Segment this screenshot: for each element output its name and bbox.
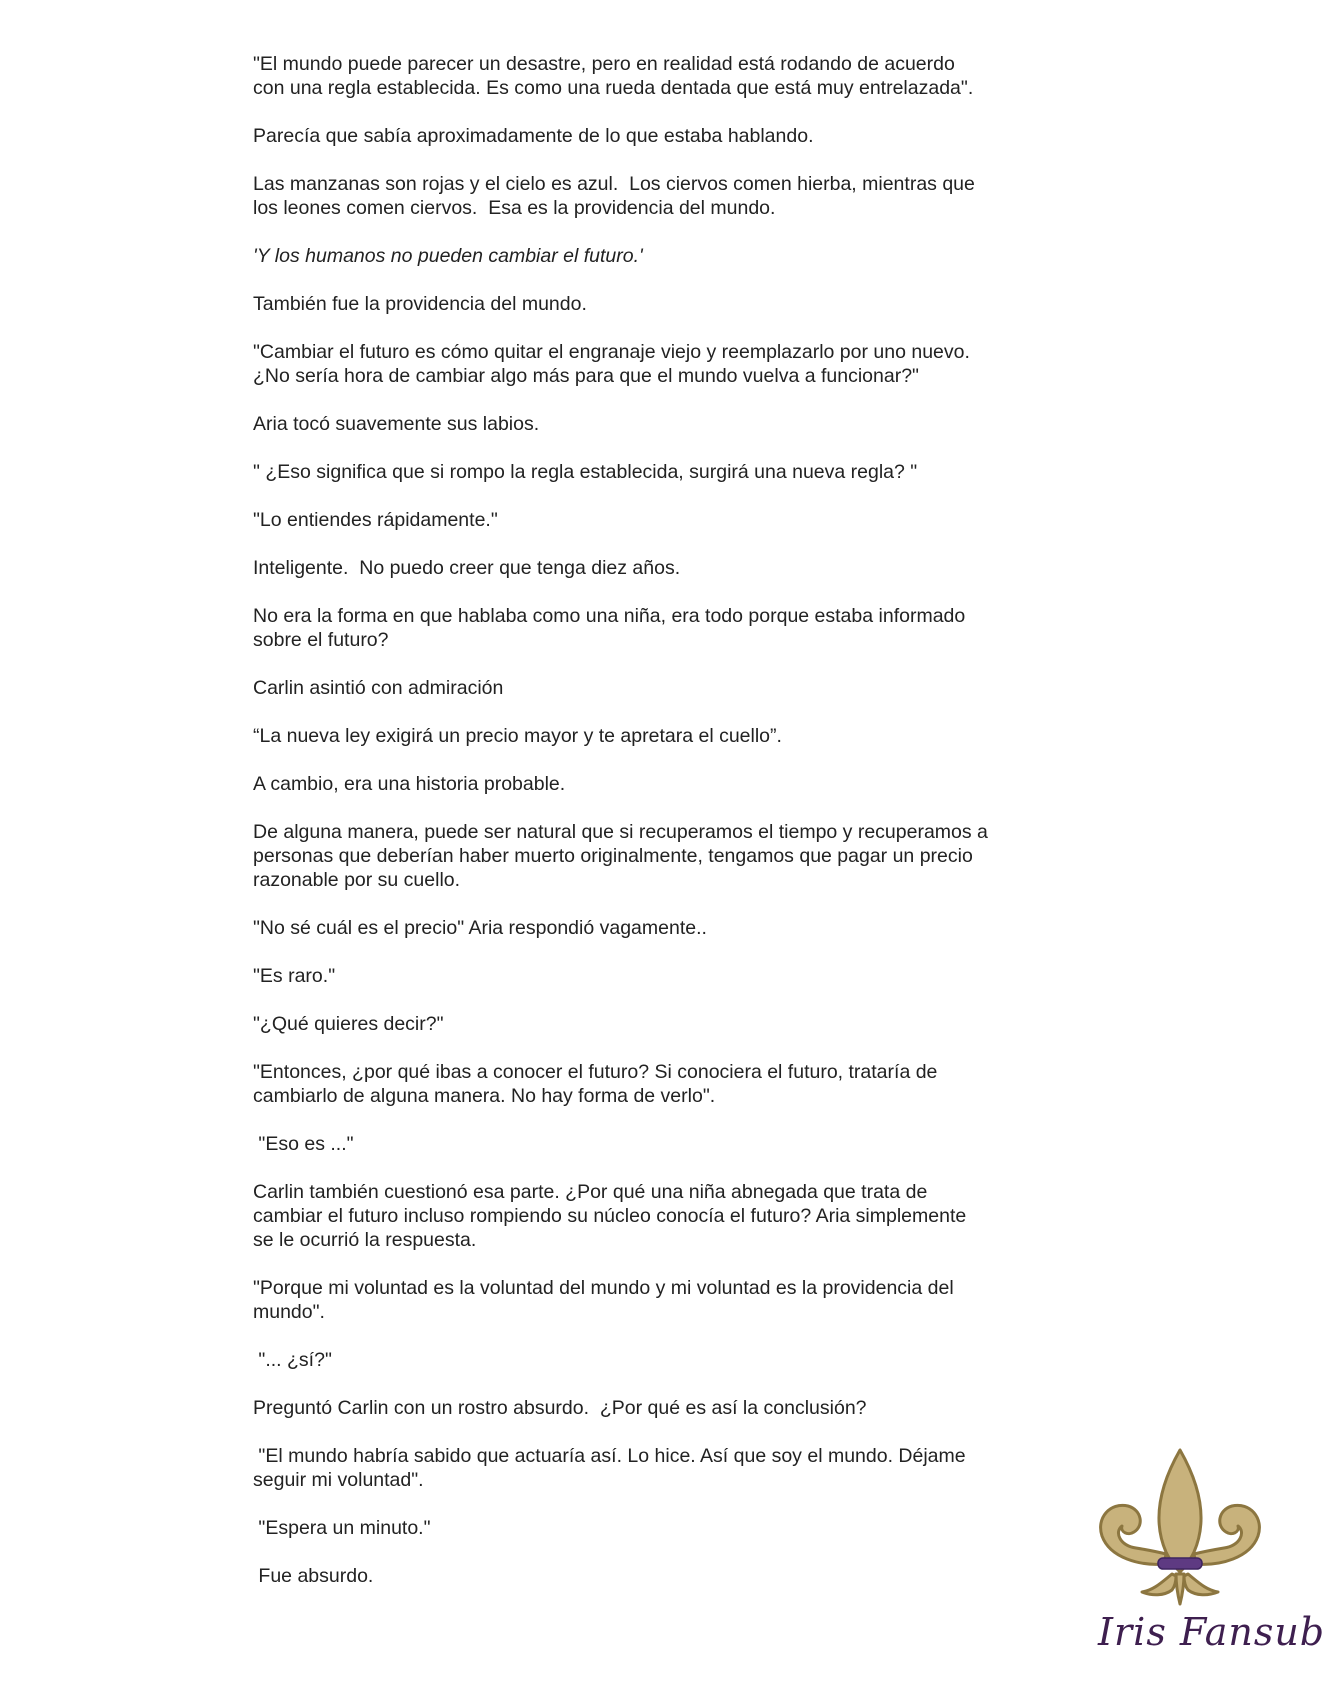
paragraph: También fue la providencia del mundo. (253, 293, 587, 315)
paragraph-italic-thought: 'Y los humanos no pueden cambiar el futuro.' (253, 245, 643, 267)
paragraph: "Es raro." (253, 965, 336, 987)
document-body (253, 52, 1053, 1612)
paragraph: Las manzanas son rojas y el cielo es azul. Los ciervos comen hierba, mientras que los leones comen ciervos. Esa es la providencia del mundo. (253, 173, 975, 219)
paragraph: Preguntó Carlin con un rostro absurdo. ¿Por qué es así la conclusión? (253, 1397, 867, 1419)
paragraph: Aria tocó suavemente sus labios. (253, 413, 540, 435)
paragraph: Carlin asintió con admiración (253, 677, 504, 699)
paragraph: "... ¿sí?" (253, 1349, 332, 1371)
paragraph: "El mundo puede parecer un desastre, pero en realidad está rodando de acuerdo con una regla establecida. Es como una rueda dentada que está muy entrelazada". (253, 53, 974, 99)
paragraph: " ¿Eso significa que si rompo la regla establecida, surgirá una nueva regla? " (253, 461, 918, 483)
paragraph: No era la forma en que hablaba como una niña, era todo porque estaba informado sobre el futuro? (253, 605, 966, 651)
paragraph: "¿Qué quieres decir?" (253, 1013, 444, 1035)
paragraph: Parecía que sabía aproximadamente de lo que estaba hablando. (253, 125, 814, 147)
watermark-text: Iris Fansub (1098, 1610, 1325, 1654)
paragraph: De alguna manera, puede ser natural que si recuperamos el tiempo y recuperamos a personas que deberían haber muerto originalmente, tengamos que pagar un precio razonable por su cuello. (253, 821, 988, 891)
fleur-de-lis-icon (1080, 1440, 1280, 1615)
paragraph: "El mundo habría sabido que actuaría así. Lo hice. Así que soy el mundo. Déjame seguir mi voluntad". (253, 1445, 966, 1491)
paragraph: "Entonces, ¿por qué ibas a conocer el futuro? Si conociera el futuro, trataría de cambiarlo de alguna manera. No hay forma de verlo". (253, 1061, 938, 1107)
paragraph: Fue absurdo. (253, 1565, 374, 1587)
paragraph: "Cambiar el futuro es cómo quitar el engranaje viejo y reemplazarlo por uno nuevo. ¿No sería hora de cambiar algo más para que el mundo vuelva a funcionar?" (253, 341, 970, 387)
iris-fansub-watermark (1080, 1440, 1325, 1708)
paragraph: "Espera un minuto." (253, 1517, 431, 1539)
paragraph: Inteligente. No puedo creer que tenga diez años. (253, 557, 681, 579)
paragraph: "Lo entiendes rápidamente." (253, 509, 498, 531)
paragraph: "Porque mi voluntad es la voluntad del mundo y mi voluntad es la providencia del mundo". (253, 1277, 954, 1323)
paragraph: “La nueva ley exigirá un precio mayor y te apretara el cuello”. (253, 725, 782, 747)
paragraph: A cambio, era una historia probable. (253, 773, 566, 795)
paragraph: "No sé cuál es el precio" Aria respondió vagamente.. (253, 917, 707, 939)
paragraph: Carlin también cuestionó esa parte. ¿Por qué una niña abnegada que trata de cambiar el futuro incluso rompiendo su núcleo conocía el futuro? Aria simplemente se le ocurrió la respuesta. (253, 1181, 967, 1251)
paragraph: "Eso es ..." (253, 1133, 354, 1155)
